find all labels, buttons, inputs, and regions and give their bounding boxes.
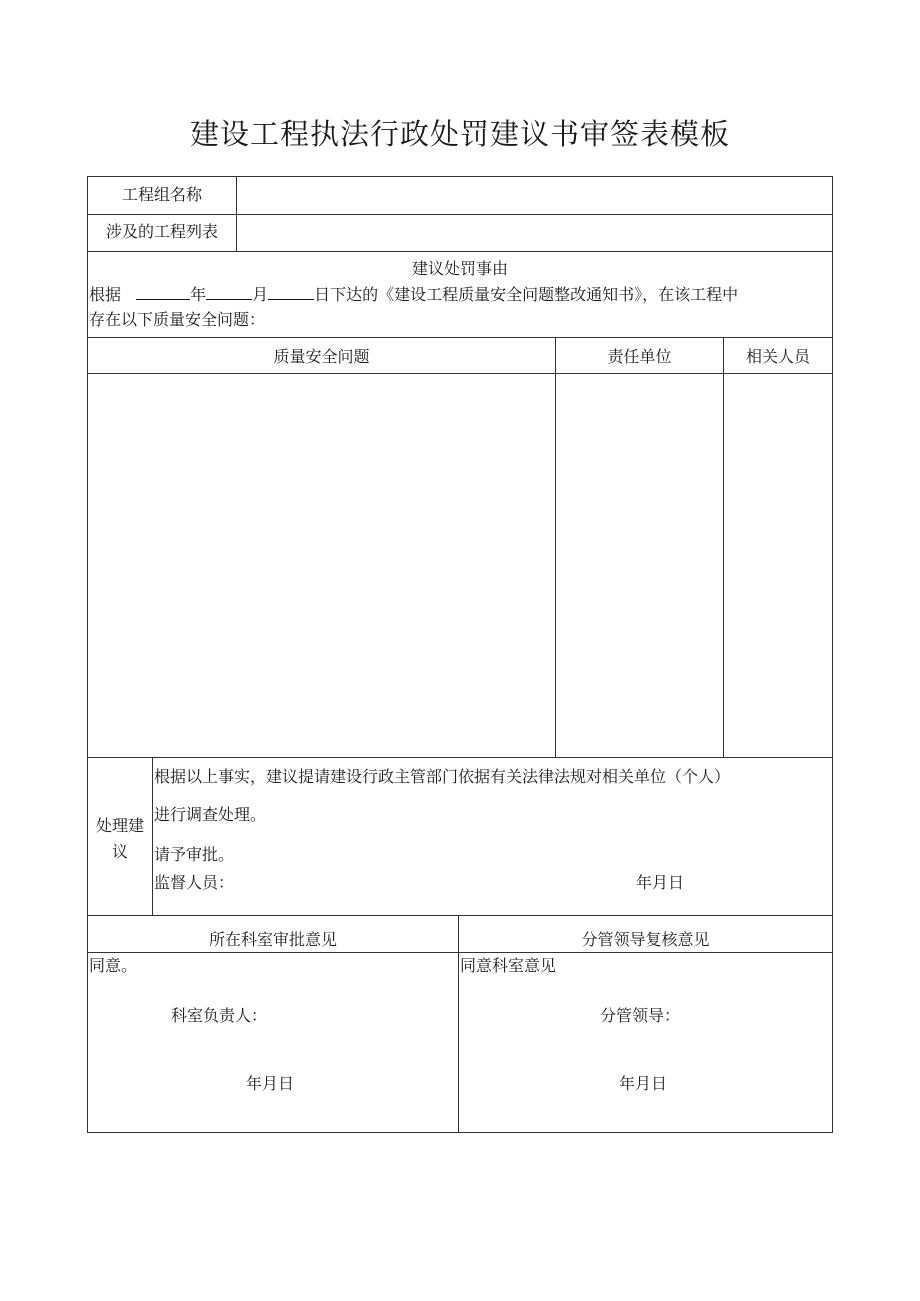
- project-list-value-field[interactable]: [236, 214, 833, 252]
- dept-approval-date: 年月日: [246, 1074, 295, 1093]
- reason-day-text: 日下达的《建设工程质量安全问题整改通知书》，在该工程中: [314, 285, 739, 304]
- reason-heading: 建议处罚事由: [411, 259, 508, 278]
- suggestion-label-cell: [87, 757, 153, 916]
- suggestion-date: 年月日: [636, 873, 685, 892]
- dept-approval-cell[interactable]: [87, 952, 459, 1133]
- issues-header-problem: 质量安全问题: [273, 347, 370, 366]
- project-list-label: 涉及的工程列表: [105, 222, 218, 241]
- issues-unit-field[interactable]: [555, 373, 724, 758]
- dept-approval-header: 所在科室审批意见: [208, 930, 337, 949]
- month-label: 月: [252, 285, 269, 304]
- issues-people-field[interactable]: [723, 373, 833, 758]
- suggestion-line-1: 根据以上事实，建议提请建设行政主管部门依据有关法律法规对相关单位（个人）: [154, 767, 731, 786]
- leader-review-header: 分管领导复核意见: [581, 930, 710, 949]
- leader-review-date: 年月日: [619, 1074, 668, 1093]
- leader-review-signer: 分管领导：: [600, 1006, 681, 1025]
- dept-approval-opinion: 同意。: [89, 956, 138, 975]
- month-blank[interactable]: [206, 285, 252, 300]
- project-group-label: 工程组名称: [121, 185, 202, 204]
- issues-header-people: 相关人员: [745, 347, 810, 366]
- supervisor-label: 监督人员：: [154, 873, 235, 892]
- year-label: 年: [190, 285, 207, 304]
- reason-prefix: 根据: [89, 285, 122, 304]
- year-blank[interactable]: [136, 285, 190, 300]
- issues-header-unit: 责任单位: [607, 347, 672, 366]
- leader-review-opinion: 同意科室意见: [460, 956, 557, 975]
- dept-approval-signer: 科室负责人：: [171, 1006, 268, 1025]
- suggestion-line-3: 请予审批。: [154, 845, 235, 864]
- suggestion-line-2: 进行调查处理。: [154, 805, 267, 824]
- project-group-value-field[interactable]: [236, 176, 833, 215]
- suggestion-label-line-1: 处理建: [95, 816, 144, 835]
- reason-line-1: [89, 285, 738, 305]
- day-blank[interactable]: [268, 285, 314, 300]
- issues-problem-field[interactable]: [87, 373, 556, 758]
- suggestion-label-line-2: 议: [111, 842, 128, 861]
- leader-review-cell[interactable]: [458, 952, 833, 1133]
- reason-line-2: 存在以下质量安全问题：: [89, 310, 266, 329]
- page-title: 建设工程执法行政处罚建议书审签表模板: [189, 117, 730, 151]
